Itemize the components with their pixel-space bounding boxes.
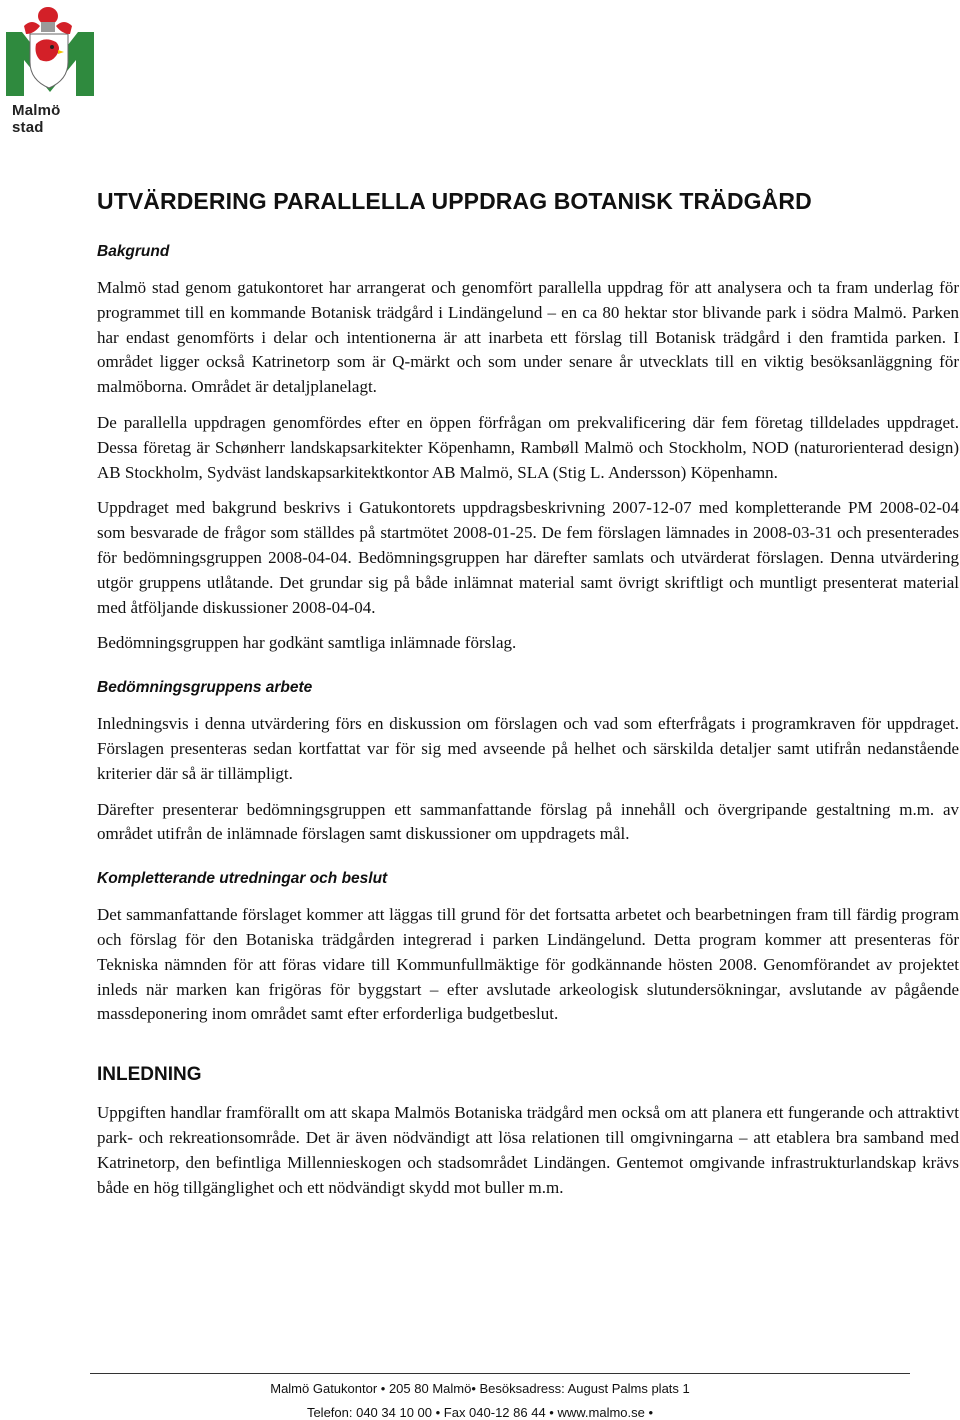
paragraph: Uppgiften handlar framförallt om att skapa Malmös Botaniska trädgård men också om att planera ett fungerande och attraktivt park- och rekreationsområde. Det är även nödvändigt att lösa relationen till omgivningarna – att etablera bra samband med Katrinetorp, den befintliga Millennieskogen och stadsområdet Lindängen. Gentemot omgivande infrastrukturlandskap krävs både en hög tillgänglighet och ett nödvändigt skydd mot buller m.m. (97, 1103, 959, 1197)
section-heading-bakgrund: Bakgrund (97, 243, 170, 260)
document-body (97, 186, 959, 1211)
malmo-stad-logo (4, 4, 96, 136)
paragraph: Det sammanfattande förslaget kommer att läggas till grund för det fortsatta arbetet och bearbetningen fram till färdig program och förslag för den Botaniska trädgården integrerad i parken Lindängelund. Detta program kommer att presenteras för Tekniska nämnden för att föras vidare till Kommunfullmäktige för godkännande hösten 2008. Genomförandet av projektet inleds när marken kan frigöras för byggstart – efter avslutade arkeologisk slutundersökningar, avslutande av pågående massdeponering inom området samt efter erforderliga budgetbeslut. (97, 905, 959, 1024)
section-heading-inledning: INLEDNING (97, 1064, 202, 1086)
section-heading-bedomningsgruppens-arbete: Bedömningsgruppens arbete (97, 679, 313, 697)
paragraph: Bedömningsgruppen har godkänt samtliga inlämnade förslag. (97, 633, 517, 653)
document-title: UTVÄRDERING PARALLELLA UPPDRAG BOTANISK TRÄDGÅRD (97, 188, 812, 214)
footer-divider (90, 1373, 910, 1374)
paragraph: De parallella uppdragen genomfördes efter en öppen förfrågan om prekvalificering där fem företag tilldelades uppdraget. Dessa företag är Schønherr landskapsarkitekter Köpenhamn, Rambøll Malmö och Stockholm, NOD (naturorienterad design) AB Stockholm, Sydväst landskapsarkitektkontor AB Malmö, SLA (Stig L. Andersson) Köpenhamn. (97, 412, 959, 482)
footer-contact: Telefon: 040 34 10 00 • Fax 040-12 86 44 • www.malmo.se • (306, 1405, 654, 1420)
paragraph: Uppdraget med bakgrund beskrivs i Gatukontorets uppdragsbeskrivning 2007-12-07 med kompletterande PM 2008-02-04 som besvarade de frågor som ställdes på startmötet 2008-01-25. De fem förslagen lämnades in 2008-03-31 och presenterades för bedömningsgruppen 2008-04-04. Bedömningsgruppen har därefter samlats och utvärderat förslagen. Denna utvärdering utgör gruppens utlåtande. Det grundar sig på både inlämnat material samt övrigt skriftligt och muntligt presenterat material med åtföljande diskussioner 2008-04-04. (97, 498, 959, 617)
logo-text: Malmö stad (12, 102, 61, 136)
footer-address: Malmö Gatukontor • 205 80 Malmö• Besöksadress: August Palms plats 1 (270, 1381, 690, 1396)
paragraph: Därefter presenterar bedömningsgruppen ett sammanfattande förslag på innehåll och övergripande gestaltning m.m. av området utifrån de inlämnade förslagen samt diskussioner om uppdragets mål. (97, 799, 959, 844)
section-heading-kompletterande-utredningar: Kompletterande utredningar och beslut (97, 870, 388, 888)
paragraph: Malmö stad genom gatukontoret har arrangerat och genomfört parallella uppdrag för att analysera och ta fram underlag för programmet till en kommande Botanisk trädgård i Lindängelund – en ca 80 hektar stor blivande park i södra Malmö. Parken har endast genomförts i delar och intentionerna är att inarbeta ett förslag till Botanisk trädgård i den framtida parken. I området ligger också Katrinetorp som är Q-märkt och som under senare år utvecklats till en viktig besöksanläggning för malmöborna. Området är detaljplanelagt. (97, 278, 959, 397)
coat-of-arms-icon (4, 4, 96, 98)
paragraph: Inledningsvis i denna utvärdering förs en diskussion om förslagen och vad som efterfrågats i programkraven för uppdraget. Förslagen presenteras sedan kortfattat var för sig med avseende på helhet och särskilda detaljer samt utifrån nedanstående kriterier där så är tillämpligt. (97, 714, 959, 783)
